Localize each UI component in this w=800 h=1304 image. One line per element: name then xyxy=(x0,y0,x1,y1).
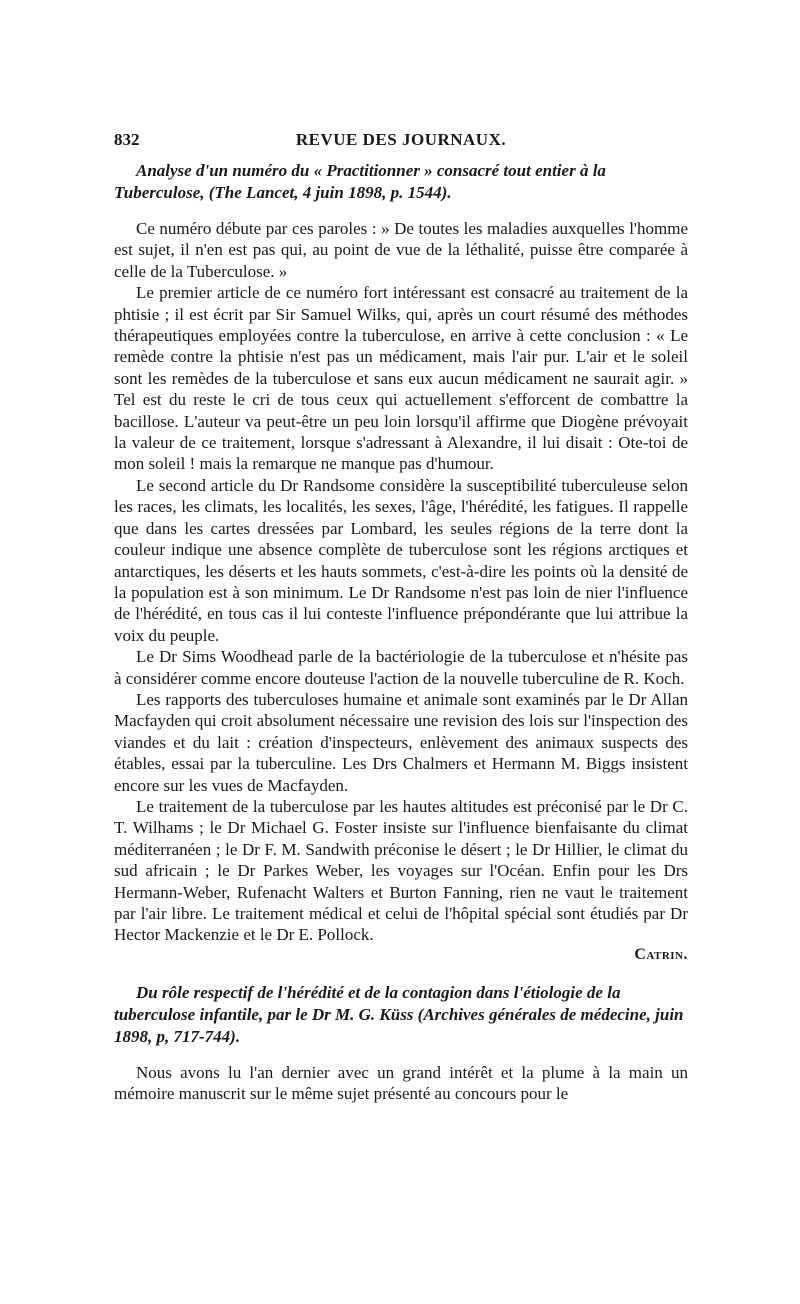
article-1-paragraph-5: Les rapports des tuberculoses humaine et animale sont examinés par le Dr Allan Macfayden qui croit absolument nécessaire une revision des lois sur l'inspection des viandes et du lait : création d'inspecteurs, enlèvement des animaux suspects des étables, essai par la tuberculine. Les Drs Chalmers et Hermann M. Biggs insistent encore sur les vues de Macfayden. xyxy=(114,689,688,795)
article-1-title-text: Analyse d'un numéro du « Practitionner » consacré tout entier à la Tuberculose, xyxy=(114,161,606,202)
article-2-paragraph-1: Nous avons lu l'an dernier avec un grand intérêt et la plume à la main un mémoire manuscrit sur le même sujet présenté au concours pour le xyxy=(114,1062,688,1104)
article-1-paragraph-3: Le second article du Dr Randsome considère la susceptibilité tuberculeuse selon les races, les climats, les localités, les sexes, l'âge, l'hérédité, les fatigues. Il rappelle que dans les cartes dressées par Lombard, les seules régions de la terre dont la couleur indique une absence complète de tuberculose sont les régions arctiques et antarctiques, les déserts et les hauts sommets, c'est-à-dire les points où la densité de la population est à son minimum. Le Dr Randsome n'est pas loin de nier l'influence de l'hérédité, en tous cas il lui conteste l'influence prépondérante que lui attribue la voix du peuple. xyxy=(114,475,688,645)
page-number: 832 xyxy=(114,130,140,149)
article-1-paragraph-1: Ce numéro débute par ces paroles : » De toutes les maladies auxquelles l'homme est sujet, il n'en est pas qui, au point de vue de la léthalité, puisse être comparée à celle de la Tuberculose. » xyxy=(114,219,688,281)
section-gap xyxy=(114,964,688,980)
article-1-title xyxy=(114,160,688,204)
page-header xyxy=(114,130,688,158)
article-1-paragraph-4: Le Dr Sims Woodhead parle de la bactériologie de la tuberculose et n'hésite pas à considérer comme encore douteuse l'action de la nouvelle tuberculine de R. Koch. xyxy=(114,647,688,688)
article-1-paragraph-2: Le premier article de ce numéro fort intéressant est consacré au traitement de la phtisie ; il est écrit par Sir Samuel Wilks, qui, après un court résumé des méthodes thérapeutiques employées contre la tuberculose, en arrive à cette conclusion : « Le remède contre la phtisie n'est pas un médicament, mais l'air pur. L'air et le soleil sont les remèdes de la tuberculose et sans eux aucun médicament ne saurait agir. » Tel est du reste le cri de tous ceux qui actuellement s'efforcent de combattre la bacillose. L'auteur va peut-être un peu loin lorsqu'il affirme que Diogène prévoyait la valeur de ce traitement, lorsque s'adressant à Alexandre, il lui disait : Ote-toi de mon soleil ! mais la remarque ne manque pas d'humour. xyxy=(114,283,688,474)
article-1-paragraph-6: Le traitement de la tuberculose par les hautes altitudes est préconisé par le Dr C. T. Wilhams ; le Dr Michael G. Foster insiste sur l'influence bienfaisante du climat méditerranéen ; le Dr F. M. Sandwith préconise le désert ; le Dr Hillier, le climat du sud africain ; le Dr Parkes Weber, les voyages sur l'Océan. Enfin pour les Drs Hermann-Weber, Rufenacht Walters et Burton Fanning, rien ne vaut le traitement par l'air libre. Le traitement médical et celui de l'hôpital spécial sont étudiés par Dr Hector Mackenzie et le Dr E. Pollock. xyxy=(114,796,688,945)
article-1-signature: Catrin. xyxy=(634,945,688,963)
running-title: REVUE DES JOURNAUX. xyxy=(295,130,507,149)
article-1-source: (The Lancet, 4 juin 1898, p. 1544). xyxy=(208,183,452,202)
article-2-title xyxy=(114,982,688,1048)
article-2-title-text: Du rôle respectif de l'hérédité et de la contagion dans l'étiologie de la tuberculose infantile, par le Dr M. G. Küss (Archives générales de médecine, juin 1898, p, 717-744). xyxy=(114,982,684,1046)
